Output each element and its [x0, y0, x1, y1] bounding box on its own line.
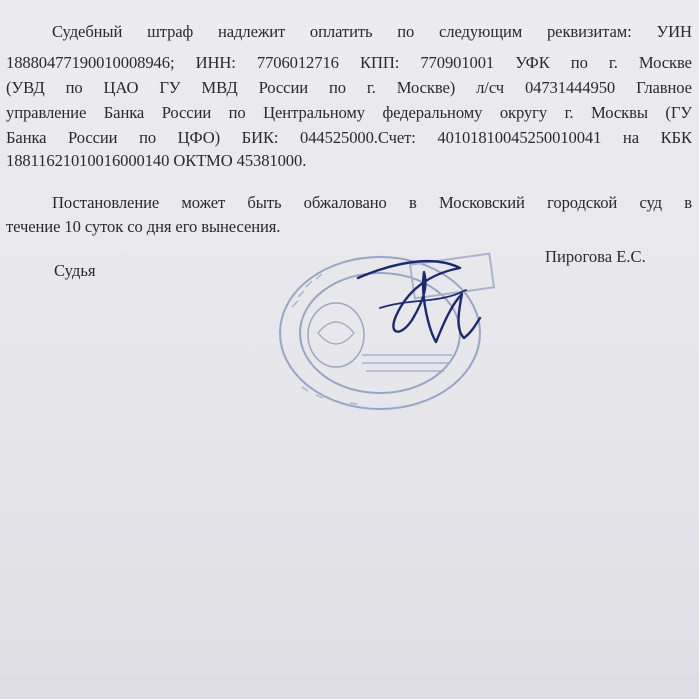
word: Главное	[636, 78, 692, 97]
word: течение 10 суток со дня его вынесения.	[6, 217, 281, 236]
word: России	[68, 128, 118, 147]
word: Москве)	[396, 78, 456, 97]
word: 7706012716	[256, 53, 339, 72]
stamp-ring-glyphs-bottom	[302, 387, 357, 404]
text-line	[6, 128, 692, 148]
word: Банка	[6, 128, 47, 147]
word: ЦАО	[103, 78, 139, 97]
text-line	[6, 103, 692, 123]
text-line	[52, 193, 692, 213]
text-line	[6, 78, 692, 98]
word: в	[408, 193, 417, 212]
word: УИН	[656, 22, 692, 41]
signer-title: Судья	[54, 261, 96, 280]
word: КПП:	[359, 53, 400, 72]
word: УФК	[515, 53, 550, 72]
word: городской	[547, 193, 618, 212]
text-line	[6, 217, 280, 237]
word: реквизитам:	[546, 22, 632, 41]
word: России	[258, 78, 309, 97]
word: Судебный	[52, 22, 123, 41]
word: следующим	[439, 22, 523, 41]
word: (ГУ	[665, 103, 692, 122]
word: ГУ	[159, 78, 181, 97]
word: 04731444950	[524, 78, 616, 97]
word: в	[684, 193, 692, 212]
word: на	[622, 128, 639, 147]
signer-name: Пирогова Е.С.	[545, 247, 646, 266]
word: Центральному	[263, 103, 365, 122]
word: федеральному	[382, 103, 483, 122]
word: по	[65, 78, 83, 97]
word: г.	[366, 78, 376, 97]
word: (УВД	[6, 78, 45, 97]
word: Московский	[438, 193, 525, 212]
word: КБК	[660, 128, 692, 147]
word: 044525000.Счет:	[300, 128, 416, 147]
word: по	[328, 78, 346, 97]
word: ЦФО)	[177, 128, 221, 147]
text-line	[6, 53, 692, 73]
word: обжаловано	[303, 193, 387, 212]
word: МВД	[201, 78, 238, 97]
judge-signature	[340, 238, 500, 378]
word: БИК:	[241, 128, 279, 147]
word: управление	[6, 103, 87, 122]
word: Банка	[103, 103, 145, 122]
word: г.	[564, 103, 574, 122]
word: Постановление	[52, 193, 160, 212]
word: Москвы	[591, 103, 648, 122]
word: ИНН:	[195, 53, 236, 72]
text-line	[6, 151, 306, 171]
word: по	[228, 103, 246, 122]
word: оплатить	[309, 22, 373, 41]
word: округу	[499, 103, 548, 122]
word: штраф	[147, 22, 194, 41]
word: по	[570, 53, 588, 72]
word: 18880477190010008946;	[6, 53, 175, 72]
word: 18811621010016000140 ОКТМО 45381000.	[6, 151, 307, 170]
text-line	[52, 22, 692, 42]
word: суд	[639, 193, 662, 212]
word: надлежит	[218, 22, 286, 41]
word: по	[139, 128, 157, 147]
word: 40101810045250010041	[437, 128, 602, 147]
word: по	[397, 22, 415, 41]
word: быть	[247, 193, 282, 212]
word: России	[161, 103, 212, 122]
word: л/сч	[476, 78, 504, 97]
word: Москве	[638, 53, 692, 72]
word: г.	[608, 53, 618, 72]
word: может	[181, 193, 226, 212]
word: 770901001	[420, 53, 495, 72]
